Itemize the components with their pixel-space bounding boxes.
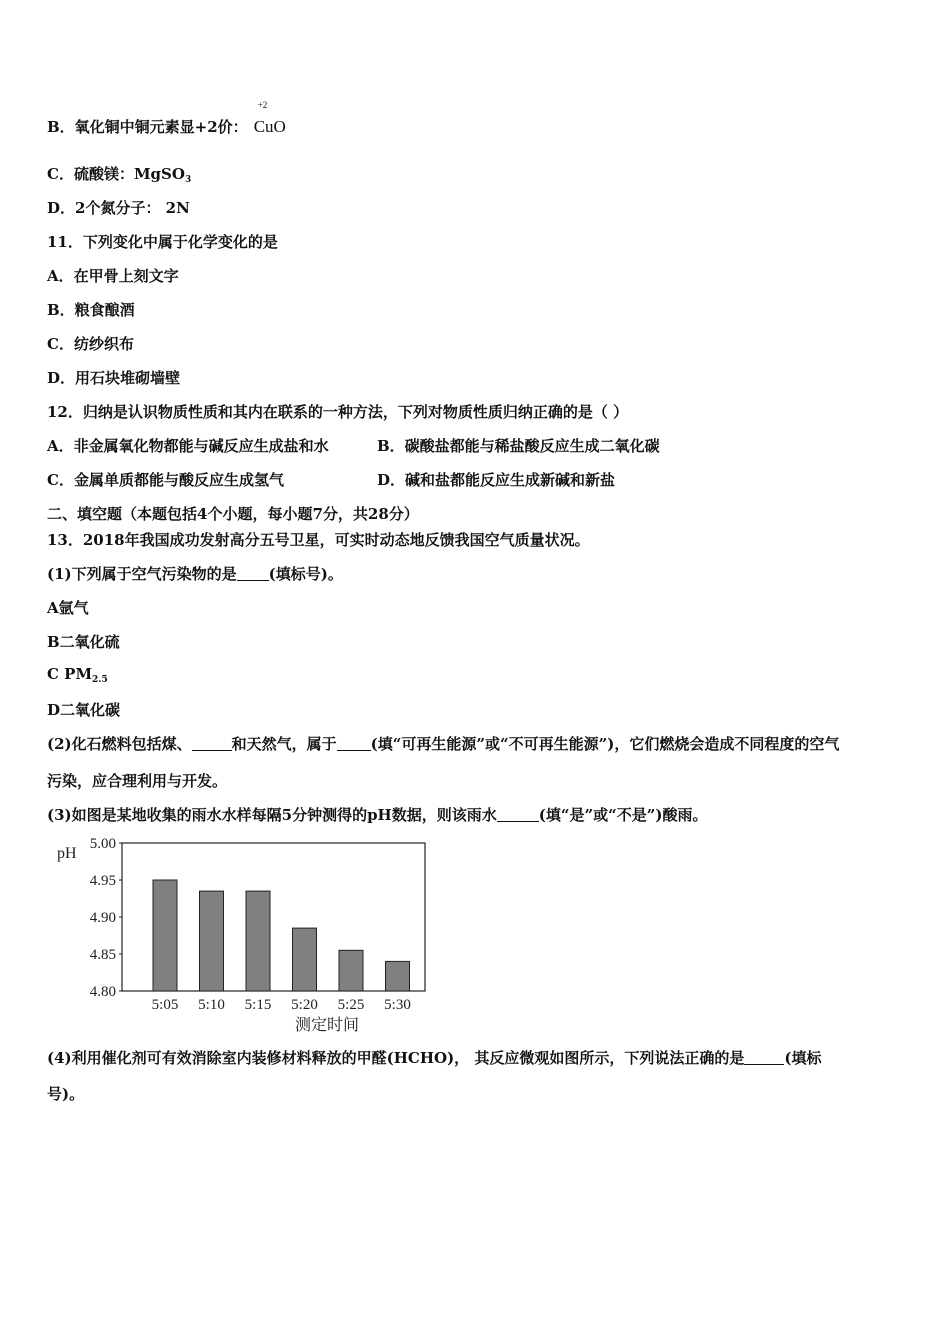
bar (246, 891, 270, 991)
option-d: D．2个氮分子： 2N (47, 199, 190, 217)
cuo-formula: +2 CuO (253, 100, 286, 136)
q13-part-4: (4)利用催化剂可有效消除室内装修材料释放的甲醛(HCHO)， 其反应微观如图所示，下列说法正确的是 (填标 (47, 1049, 822, 1067)
question-11: 11．下列变化中属于化学变化的是 (47, 233, 278, 251)
q11-option-b: B．粮食酿酒 (47, 301, 135, 319)
y-axis-label: pH (57, 845, 77, 862)
q12-option-c: C．金属单质都能与酸反应生成氢气 (47, 471, 284, 489)
bar (386, 961, 410, 991)
q13-part-2-cont: 污染，应合理利用与开发。 (47, 772, 228, 790)
q11-option-a: A．在甲骨上刻文字 (47, 267, 179, 285)
answer-blank (744, 1050, 784, 1065)
answer-blank (192, 736, 232, 751)
x-tick-label: 5:10 (198, 997, 225, 1013)
q13-part-1: (1)下列属于空气污染物的是 (填标号)。 (47, 565, 343, 583)
q12-option-a: A．非金属氧化物都能与碱反应生成盐和水 (47, 437, 329, 455)
bar (153, 880, 177, 991)
q11-option-c: C．纺纱织布 (47, 335, 134, 353)
q13-part-2: (2)化石燃料包括煤、 和天然气，属于 (填“可再生能源”或“不可再生能源”)，它们燃烧会造成不同程度的空气 (47, 735, 840, 753)
y-tick-label: 4.90 (89, 910, 116, 926)
bar (293, 928, 317, 991)
y-ticks (90, 836, 122, 1000)
q12-option-b: B．碳酸盐都能与稀盐酸反应生成二氧化碳 (377, 437, 660, 455)
q13-1-option-d: D二氧化碳 (47, 701, 121, 719)
oxidation-state: +2 (257, 100, 268, 110)
bar (200, 891, 224, 991)
q13-part-3: (3)如图是某地收集的雨水水样每隔5分钟测得的pH数据，则该雨水 (填“是”或“不是”)酸雨。 (47, 806, 708, 824)
answer-blank (237, 566, 269, 581)
q12-option-d: D．碱和盐都能反应生成新碱和新盐 (377, 471, 616, 489)
answer-blank (497, 807, 539, 822)
option-b-text: B．氧化铜中铜元素显+2价： (47, 118, 248, 136)
bar (339, 950, 363, 991)
bars (153, 880, 410, 991)
question-13: 13．2018年我国成功发射高分五号卫星，可实时动态地反馈我国空气质量状况。 (47, 531, 590, 549)
question-12: 12．归纳是认识物质性质和其内在联系的一种方法，下列对物质性质归纳正确的是（ ） (47, 403, 629, 421)
answer-blank (337, 736, 371, 751)
y-tick-label: 4.95 (89, 873, 116, 889)
section-title: 二、填空题（本题包括4个小题，每小题7分，共28分） (47, 505, 419, 523)
x-tick-label: 5:15 (244, 997, 272, 1013)
ph-bar-chart (50, 835, 430, 1035)
q13-1-option-c: C $PM_{2.5}$ (47, 665, 108, 685)
y-tick-label: 4.80 (89, 984, 116, 1000)
x-axis-label: 测定时间 (294, 1017, 360, 1034)
y-tick-label: 4.85 (89, 947, 116, 963)
x-ticks (152, 997, 411, 1013)
x-tick-label: 5:20 (291, 997, 318, 1013)
x-tick-label: 5:05 (151, 997, 179, 1013)
option-c: C．硫酸镁：MgSO$_3$ (47, 165, 192, 185)
option-b (47, 100, 286, 137)
q13-part-4-cont: 号)。 (47, 1085, 85, 1103)
q13-1-option-b: B二氧化硫 (47, 633, 120, 651)
q13-1-option-a: A氩气 (47, 599, 89, 617)
q11-option-d: D．用石块堆砌墙壁 (47, 369, 181, 387)
y-tick-label: 5.00 (89, 836, 116, 852)
x-tick-label: 5:30 (384, 997, 411, 1013)
x-tick-label: 5:25 (337, 997, 365, 1013)
